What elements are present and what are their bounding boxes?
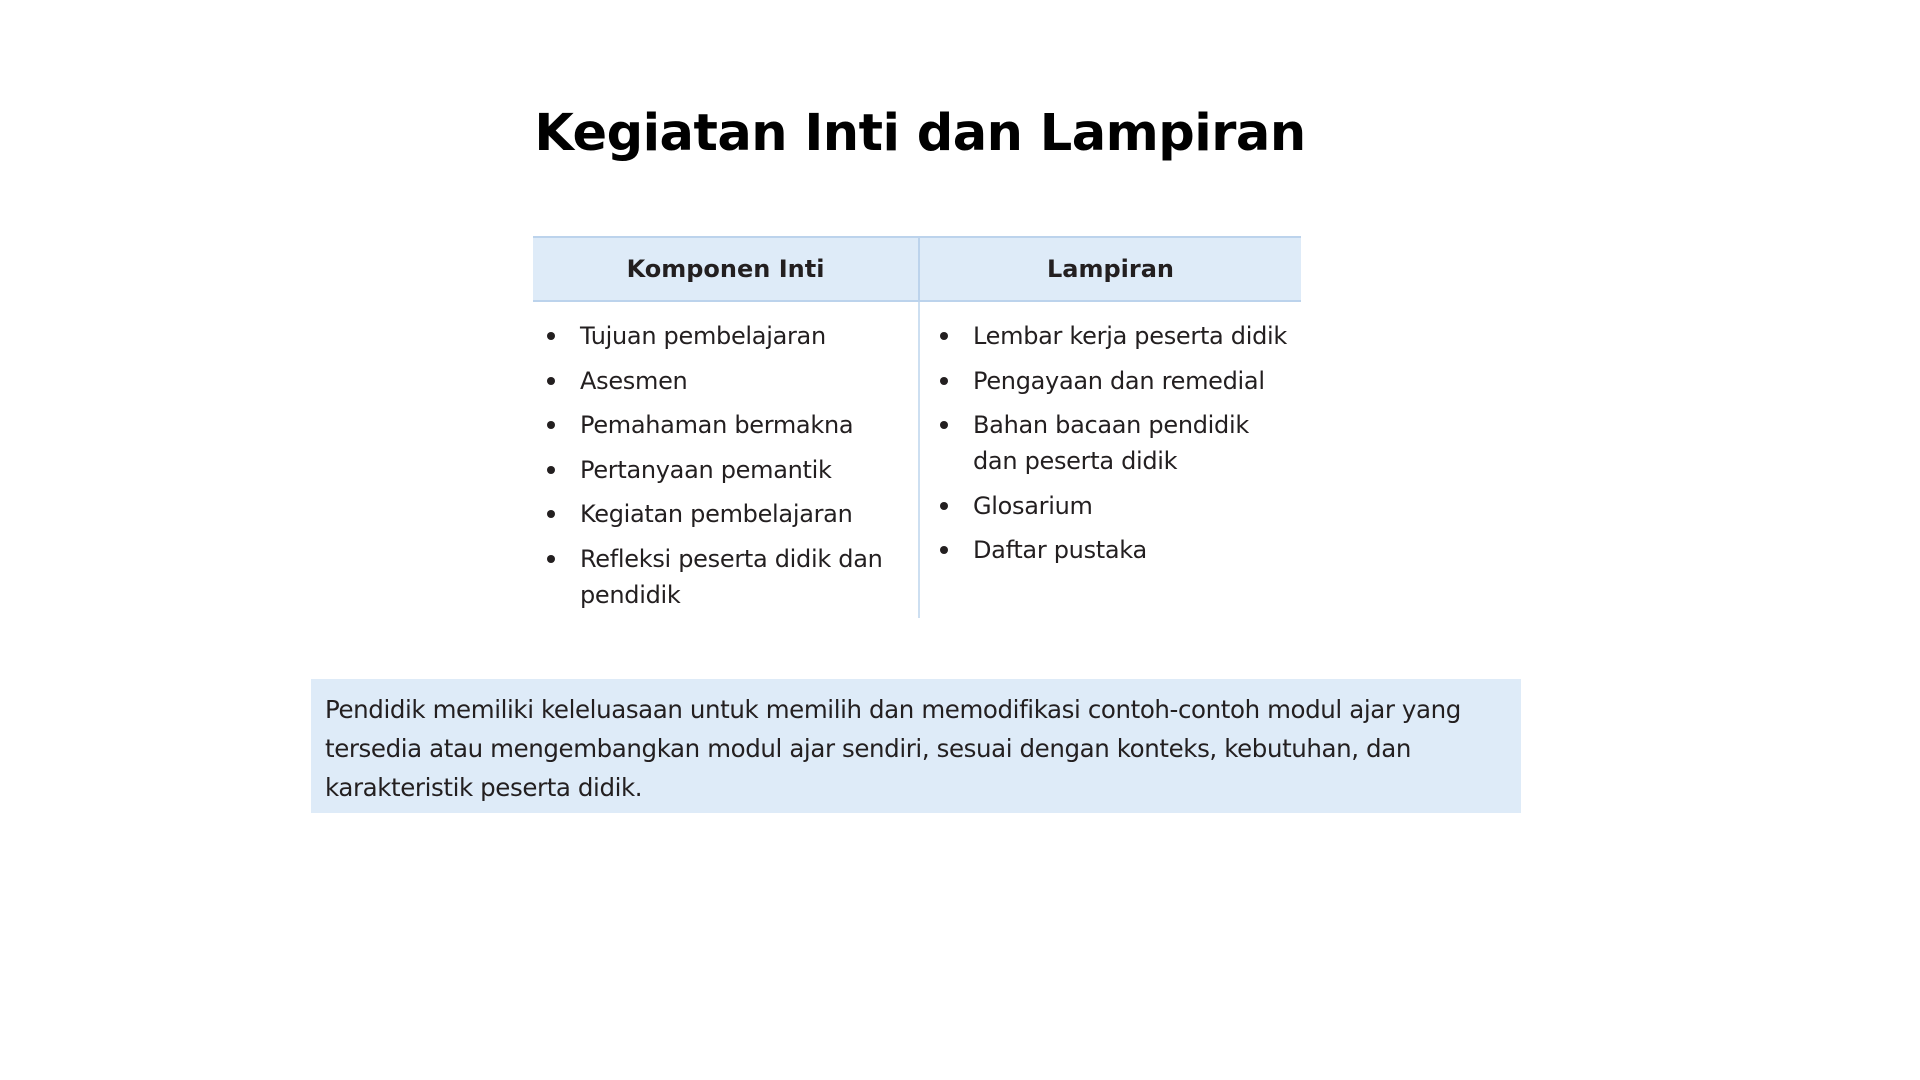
header-komponen-inti: Komponen Inti	[626, 255, 825, 283]
bullet-icon	[940, 377, 948, 385]
list-item	[547, 496, 907, 532]
bullet-icon	[547, 421, 555, 429]
list-item	[940, 363, 1295, 399]
bullet-icon	[940, 546, 948, 554]
list-item	[940, 488, 1295, 524]
komponen-inti-list	[547, 318, 907, 621]
list-item-text: Refleksi peserta didik dan pendidik	[580, 544, 883, 609]
lampiran-list	[940, 318, 1295, 577]
list-item	[547, 407, 907, 443]
list-item-text: Glosarium	[973, 491, 1093, 520]
list-item	[547, 452, 907, 488]
list-item	[940, 407, 1295, 479]
list-item-text: Pengayaan dan remedial	[973, 366, 1265, 395]
list-item-text: Kegiatan pembelajaran	[580, 500, 853, 528]
note-box	[311, 679, 1521, 813]
list-item-text: Pemahaman bermakna	[580, 411, 854, 439]
list-item-text: Pertanyaan pemantik	[580, 455, 832, 484]
bullet-icon	[547, 332, 555, 340]
list-item-text: Tujuan pembelajaran	[580, 322, 826, 350]
bullet-icon	[940, 421, 948, 429]
list-item-text: Lembar kerja peserta didik	[973, 322, 1287, 350]
bullet-icon	[547, 510, 555, 518]
list-item	[547, 318, 907, 354]
page-title: Kegiatan Inti dan Lampiran	[534, 104, 1306, 163]
table-header-row	[533, 236, 1301, 302]
bullet-icon	[940, 332, 948, 340]
bullet-icon	[547, 555, 555, 563]
bullet-icon	[547, 377, 555, 385]
bullet-icon	[547, 466, 555, 474]
content-table	[533, 236, 1301, 618]
note-text: Pendidik memiliki keleluasaan untuk memilih dan memodifikasi contoh-contoh modul ajar yang tersedia atau mengembangkan modul ajar sendiri, sesuai dengan konteks, kebutuhan, dan karakteristik peserta didik.	[325, 695, 1461, 802]
bullet-icon	[940, 502, 948, 510]
list-item-text: Daftar pustaka	[973, 536, 1147, 564]
list-item	[940, 532, 1295, 568]
header-lampiran: Lampiran	[1046, 255, 1175, 283]
list-item	[547, 541, 907, 613]
list-item-text: Bahan bacaan pendidik dan peserta didik	[973, 411, 1249, 475]
list-item	[547, 363, 907, 399]
list-item	[940, 318, 1295, 354]
list-item-text: Asesmen	[580, 366, 688, 395]
